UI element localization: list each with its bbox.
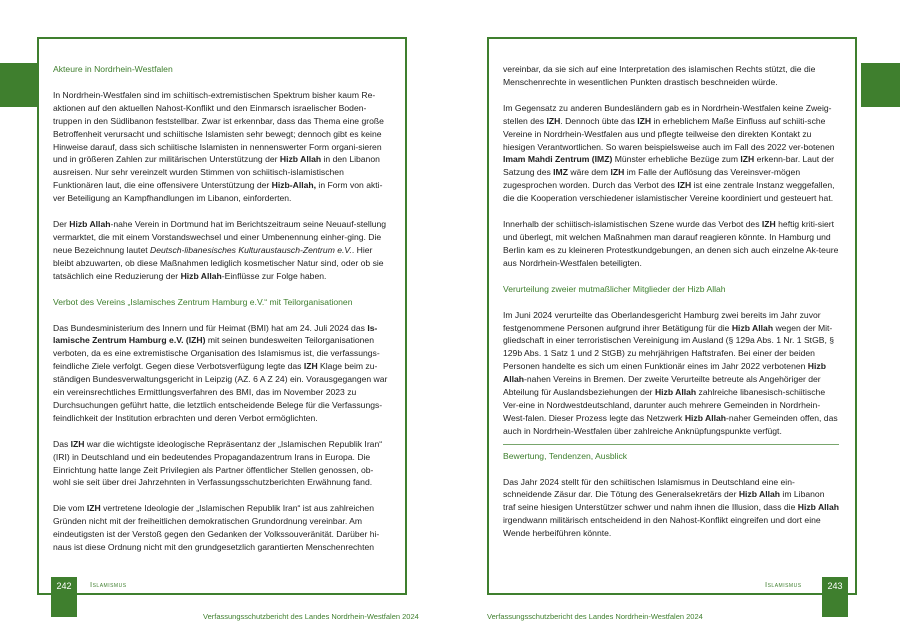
chapter-tab-right	[861, 63, 900, 107]
section-heading-verbot: Verbot des Vereins „Islamisches Zentrum Hamburg e.V.“ mit Teilorganisationen	[53, 296, 353, 307]
section-divider	[503, 444, 839, 445]
page-number-left: 242	[51, 577, 77, 617]
section-heading-akteure: Akteure in Nordrhein-Westfalen	[53, 64, 173, 74]
chapter-label-left: Islamismus	[90, 580, 127, 589]
paragraph: Im Gegensatz zu anderen Bundesländern gab es in Nordrhein-Westfalen keine Zweig-stellen des IZH. Dennoch übte das IZH in erheblichem Maße Einfluss auf schiiti-sche Vereine in Nordrhein-Westfalen aus und pflegte teilweise den direkten Kontakt zu hiesigen Verantwortlichen. So waren beispielsweise auch im Fall des 2022 ver-botenen Imam Mahdi Zentrum (IMZ) Münster erhebliche Bezüge zum IZH erkenn-bar. Laut der Satzung des IMZ wäre dem IZH im Falle der Auflösung das Vereinsver-mögen zugesprochen worden. Durch das Verbot des IZH ist eine zentrale Instanz weggefallen, die die Kooperation verschiedener islamistischer Vereine koordiniert und gesteuert hat.	[503, 102, 835, 204]
chapter-label-right: Islamismus	[765, 580, 802, 589]
chapter-tab-left	[0, 63, 39, 107]
left-text-column	[53, 63, 389, 567]
paragraph: Das IZH war die wichtigste ideologische Repräsentanz der „Islamischen Republik Iran“ (IRI) in Deutschland und ein bedeutendes Propagandazentrum Irans in Europa. Die Einrichtung hatte lange Zeit Privilegien als Partner öffentlicher Stellen genossen, ob-wohl sie seit über drei Jahrzehnten in Verfassungsschutzberichten Erwähnung fand.	[53, 438, 383, 488]
left-page	[37, 37, 407, 595]
section-heading-verurteilung: Verurteilung zweier mutmaßlicher Mitglieder der Hizb Allah	[503, 283, 726, 294]
paragraph: vereinbar, da sie sich auf eine Interpretation des islamischen Rechts stützt, die die Menschenrechte in wesentlichen Punkten drastisch beschneiden würde.	[503, 64, 816, 87]
running-footer-right: Verfassungsschutzbericht des Landes Nordrhein-Westfalen 2024	[487, 612, 703, 621]
paragraph: Das Jahr 2024 stellt für den schiitischen Islamismus in Deutschland eine ein-schneidende Zäsur dar. Die Tötung des Generalsekretärs der Hizb Allah im Libanon traf seine hiesigen Unterstützer schwer und nahm ihnen die Illusion, dass die Hizb Allah irgendwann militärisch entscheidend in den Nahost-Konflikt eingreifen und dort eine Wende herbeiführen könnte.	[503, 476, 839, 539]
paragraph: Der Hizb Allah-nahe Verein in Dortmund hat im Berichtszeitraum seine Neuauf-stellung vermarktet, die mit einem Vorstandswechsel und einer Umbenennung einher-ging. Die neue Bezeichnung lautet Deutsch-libanesisches Kulturaustausch-Zentrum e.V.. Hier bleibt abzuwarten, ob diese Maßnahmen lediglich kosmetischer Natur sind, oder ob sie tatsächlich eine Reduzierung der Hizb Allah-Einflüsse zur Folge haben.	[53, 219, 387, 281]
paragraph: Die vom IZH vertretene Ideologie der „Islamischen Republik Iran“ ist aus zahlreichen Gründen nicht mit der freiheitlichen demokratischen Grundordnung vereinbar. Am eindeutigsten ist der Verstoß gegen den Gedanken der Volkssouveränität. Darüber hi-naus ist diese Ordnung nicht mit den grundgesetzlich garantierten Menschenrechten	[53, 503, 380, 553]
paragraph: In Nordrhein-Westfalen sind im schiitisch-extremistischen Spektrum bisher kaum Re-aktionen auf den aktuellen Nahost-Konflikt und den Einmarsch israelischer Boden-truppen in den Südlibanon feststellbar. Zwar ist erkennbar, dass das Thema eine große Betroffenheit verursacht und schiitische Islamisten sehr bewegt; dennoch gibt es keine Hinweise darauf, dass sich schiitische Islamisten in nennenswerter Form organi-sieren und in größeren Zahlen zur militärischen Unterstützung der Hizb Allah in den Libanon ausreisen. Nur sehr vereinzelt wurden Stimmen von schiitisch-islamistischen Funktionären laut, die eine offensivere Unterstützung der Hizb-Allah, in Form von akti-ver Beteiligung an Kampfhandlungen im Libanon, einforderten.	[53, 89, 384, 204]
section-heading-bewertung: Bewertung, Tendenzen, Ausblick	[503, 450, 628, 461]
right-page	[487, 37, 857, 595]
paragraph: Das Bundesministerium des Innern und für Heimat (BMI) hat am 24. Juli 2024 das Is-lamische Zentrum Hamburg e.V. (IZH) mit seinen bundesweiten Teilorganisationen verboten, da es eine extremistische Organisation des Islamismus ist, die verfassungs-feindliche Ziele verfolgt. Gegen diese Verbotsverfügung legte das IZH Klage beim zu-ständigen Bundesverwaltungsgericht in Leipzig (AZ. 6 A Z 24) ein. Vorausgegangen war ein vereinsrechtliches Ermittlungsverfahren des BMI, das im November 2023 zu Durchsuchungen geführt hatte, die letztlich entscheidende Belege für die Verfassungs-feindlichkeit der Institution erbrachten und deren Verbot ermöglichten.	[53, 322, 388, 423]
running-footer-left: Verfassungsschutzbericht des Landes Nordrhein-Westfalen 2024	[203, 612, 419, 621]
paragraph: Innerhalb der schiitisch-islamistischen Szene wurde das Verbot des IZH heftig kriti-siert und überlegt, mit welchen Maßnahmen man darauf reagieren könnte. In Hamburg und Berlin kam es zu kleineren Protestkundgebungen, an denen sich auch einzelne Ak-teure aus Nordrhein-Westfalen beteiligten.	[503, 219, 839, 268]
page-number-right: 243	[822, 577, 848, 617]
right-text-column	[503, 63, 839, 553]
paragraph: Im Juni 2024 verurteilte das Oberlandesgericht Hamburg zwei bereits im Jahr zuvor festgenommene Personen aufgrund ihrer Betätigung für die Hizb Allah wegen der Mit-gliedschaft in einer terroristischen Vereinigung im Ausland (§ 129a Abs. 1 Nr. 1 StGB, § 129b Abs. 1 Satz 1 und 2 StGB) zu mehrjährigen Haftstrafen. Bei einer der beiden Personen handelte es sich um einen Funktionär eines im Jahr 2022 verbotenen Hizb Allah-nahen Vereins in Bremen. Der zweite Verurteilte betreute als Angehöriger der Abteilung für Auslandsbeziehungen der Hizb Allah zahlreiche libanesisch-schiitische Ver-eine in Nordwestdeutschland, darunter auch mehrere Gemeinden in Nordrhein-West-falen. Dieser Prozess legte das Netzwerk Hizb Allah-naher Gemeinden offen, das auch in Nordrhein-Westfalen über zahlreiche Anknüpfungspunkte verfügt.	[503, 309, 838, 436]
